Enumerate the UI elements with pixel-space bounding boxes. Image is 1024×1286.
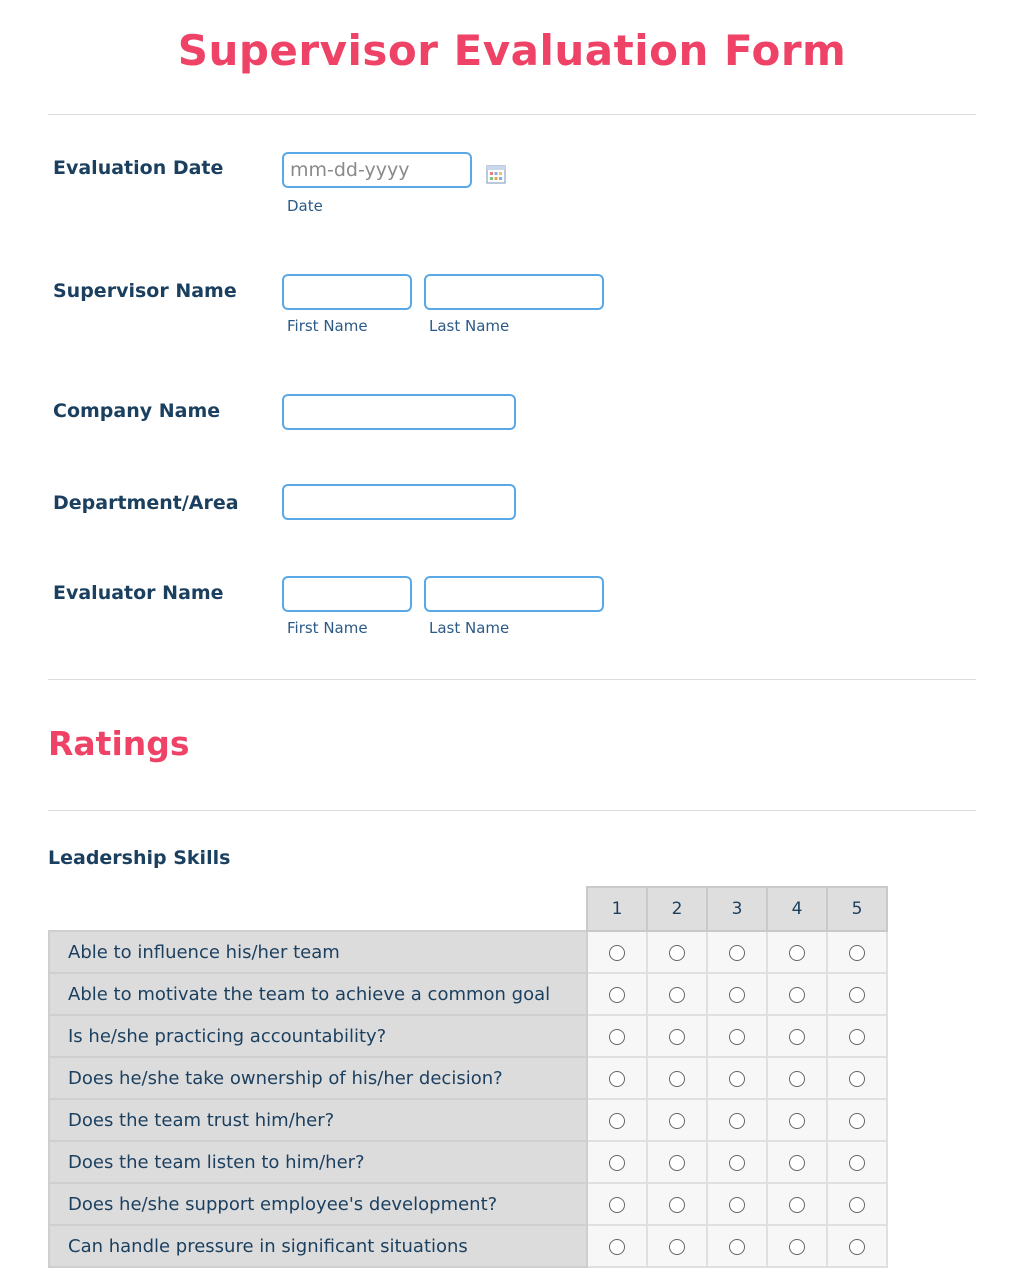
rating-radio-5[interactable]: [849, 987, 865, 1003]
rating-radio-4[interactable]: [789, 1029, 805, 1045]
rating-radio-1[interactable]: [609, 1113, 625, 1129]
rating-radio-5[interactable]: [849, 1197, 865, 1213]
matrix-row: [49, 931, 887, 973]
rating-radio-4[interactable]: [789, 987, 805, 1003]
column-header: 5: [827, 887, 887, 931]
rating-radio-3[interactable]: [729, 987, 745, 1003]
rating-radio-3[interactable]: [729, 1113, 745, 1129]
rating-radio-4[interactable]: [789, 1197, 805, 1213]
rating-radio-1[interactable]: [609, 1239, 625, 1255]
question-label: Able to influence his/her team: [49, 931, 587, 973]
department-label: Department/Area: [53, 492, 239, 514]
supervisor-last-name-sublabel: Last Name: [429, 317, 510, 335]
evaluator-first-name-input[interactable]: [282, 576, 412, 612]
question-label: Is he/she practicing accountability?: [49, 1015, 587, 1057]
rating-radio-5[interactable]: [849, 1113, 865, 1129]
rating-radio-5[interactable]: [849, 1239, 865, 1255]
supervisor-first-name-input[interactable]: [282, 274, 412, 310]
divider: [48, 114, 976, 115]
matrix-row: [49, 973, 887, 1015]
rating-radio-1[interactable]: [609, 1197, 625, 1213]
evaluation-date-input[interactable]: [282, 152, 472, 188]
rating-radio-1[interactable]: [609, 1155, 625, 1171]
question-label: Does he/she take ownership of his/her decision?: [49, 1057, 587, 1099]
rating-radio-1[interactable]: [609, 1029, 625, 1045]
matrix-row: [49, 1015, 887, 1057]
rating-radio-1[interactable]: [609, 945, 625, 961]
rating-radio-2[interactable]: [669, 1029, 685, 1045]
supervisor-first-name-sublabel: First Name: [287, 317, 368, 335]
evaluator-last-name-input[interactable]: [424, 576, 604, 612]
ratings-heading: Ratings: [48, 724, 190, 763]
evaluator-name-label: Evaluator Name: [53, 582, 224, 604]
department-input[interactable]: [282, 484, 516, 520]
rating-radio-4[interactable]: [789, 945, 805, 961]
question-label: Does he/she support employee's development?: [49, 1183, 587, 1225]
rating-radio-1[interactable]: [609, 1071, 625, 1087]
company-name-input[interactable]: [282, 394, 516, 430]
matrix-row: [49, 1141, 887, 1183]
rating-radio-5[interactable]: [849, 1029, 865, 1045]
column-header: 1: [587, 887, 647, 931]
evaluator-first-name-sublabel: First Name: [287, 619, 368, 637]
evaluator-last-name-sublabel: Last Name: [429, 619, 510, 637]
company-name-label: Company Name: [53, 400, 221, 422]
rating-radio-4[interactable]: [789, 1071, 805, 1087]
rating-radio-2[interactable]: [669, 1071, 685, 1087]
question-label: Can handle pressure in significant situations: [49, 1225, 587, 1267]
rating-radio-3[interactable]: [729, 1155, 745, 1171]
rating-radio-4[interactable]: [789, 1113, 805, 1129]
rating-radio-2[interactable]: [669, 987, 685, 1003]
page-title: Supervisor Evaluation Form: [177, 26, 847, 75]
rating-radio-1[interactable]: [609, 987, 625, 1003]
rating-radio-5[interactable]: [849, 1155, 865, 1171]
divider: [48, 679, 976, 680]
rating-radio-5[interactable]: [849, 1071, 865, 1087]
rating-matrix: [48, 886, 888, 1268]
rating-radio-3[interactable]: [729, 945, 745, 961]
supervisor-last-name-input[interactable]: [424, 274, 604, 310]
rating-radio-2[interactable]: [669, 1239, 685, 1255]
rating-radio-2[interactable]: [669, 945, 685, 961]
rating-radio-5[interactable]: [849, 945, 865, 961]
rating-radio-2[interactable]: [669, 1197, 685, 1213]
matrix-header-row: [49, 887, 887, 931]
divider: [48, 810, 976, 811]
calendar-icon[interactable]: [486, 164, 506, 184]
rating-radio-4[interactable]: [789, 1155, 805, 1171]
matrix-row: [49, 1225, 887, 1267]
question-label: Does the team listen to him/her?: [49, 1141, 587, 1183]
rating-radio-4[interactable]: [789, 1239, 805, 1255]
column-header: 3: [707, 887, 767, 931]
rating-radio-3[interactable]: [729, 1197, 745, 1213]
question-label: Able to motivate the team to achieve a common goal: [49, 973, 587, 1015]
matrix-row: [49, 1099, 887, 1141]
rating-radio-3[interactable]: [729, 1029, 745, 1045]
rating-radio-3[interactable]: [729, 1071, 745, 1087]
matrix-row: [49, 1183, 887, 1225]
rating-radio-2[interactable]: [669, 1155, 685, 1171]
rating-radio-3[interactable]: [729, 1239, 745, 1255]
leadership-skills-label: Leadership Skills: [48, 847, 231, 869]
question-label: Does the team trust him/her?: [49, 1099, 587, 1141]
supervisor-name-label: Supervisor Name: [53, 280, 237, 302]
evaluation-date-label: Evaluation Date: [53, 157, 224, 179]
date-sublabel: Date: [287, 197, 323, 215]
matrix-row: [49, 1057, 887, 1099]
column-header: 4: [767, 887, 827, 931]
column-header: 2: [647, 887, 707, 931]
rating-radio-2[interactable]: [669, 1113, 685, 1129]
matrix-corner: [49, 887, 587, 931]
